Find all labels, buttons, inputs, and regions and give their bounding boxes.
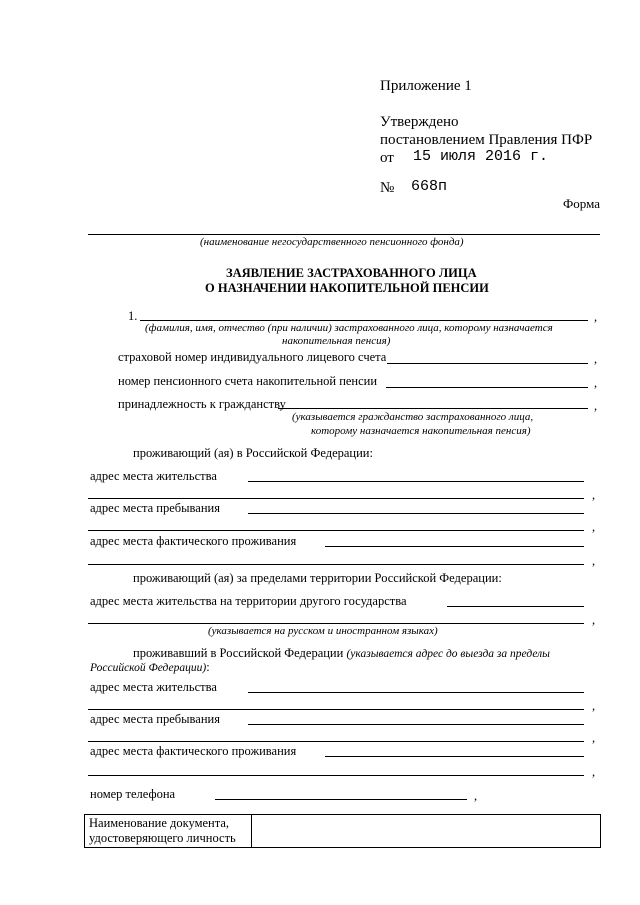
name-caption-1: (фамилия, имя, отчество (при наличии) застрахованного лица, которому назначается — [145, 322, 553, 334]
citizenship-label: принадлежность к гражданству — [118, 397, 286, 411]
residence-line-1[interactable] — [248, 481, 584, 482]
foreign-address-line-2[interactable] — [88, 623, 584, 624]
comma: , — [474, 789, 478, 803]
comma: , — [594, 310, 598, 324]
residence-line-2[interactable] — [88, 498, 584, 499]
phone-label: номер телефона — [90, 787, 176, 801]
comma: , — [592, 765, 596, 779]
resided-heading-colon: : — [206, 660, 210, 674]
resided-heading-note-2: Российской Федерации) — [90, 662, 207, 674]
snils-line[interactable] — [387, 363, 588, 364]
resolution-number: 668п — [411, 178, 448, 195]
resided-stay-label: адрес места пребывания — [90, 712, 220, 726]
stay-label: адрес места пребывания — [90, 501, 220, 515]
form-label: Форма — [563, 196, 600, 211]
comma: , — [592, 488, 596, 502]
resided-stay-line-1[interactable] — [248, 724, 584, 725]
id-document-line-2: удостоверяющего личность — [89, 831, 236, 845]
appendix-label: Приложение 1 — [380, 78, 472, 94]
resided-actual-line-1[interactable] — [325, 756, 584, 757]
fund-name-line[interactable] — [88, 234, 600, 235]
account-label: номер пенсионного счета накопительной пенсии — [118, 374, 378, 388]
residence-label: адрес места жительства — [90, 469, 217, 483]
comma: , — [592, 554, 596, 568]
resided-heading-text: проживавший в Российской Федерации — [133, 646, 344, 660]
residing-rf-heading: проживающий (ая) в Российской Федерации: — [133, 446, 373, 460]
resided-heading-line-2 — [90, 660, 210, 675]
actual-residence-line-2[interactable] — [88, 564, 584, 565]
number-sign: № — [380, 180, 395, 196]
resided-residence-label: адрес места жительства — [90, 680, 217, 694]
resolution-label: постановлением Правления ПФР — [380, 132, 593, 148]
name-caption-2: накопительная пенсия) — [282, 335, 391, 347]
resided-rf-heading — [133, 646, 550, 661]
comma: , — [592, 613, 596, 627]
citizenship-line[interactable] — [278, 408, 588, 409]
title-line-1: ЗАЯВЛЕНИЕ ЗАСТРАХОВАННОГО ЛИЦА — [226, 266, 477, 280]
resided-actual-label: адрес места фактического проживания — [90, 744, 297, 758]
fund-caption: (наименование негосударственного пенсионного фонда) — [200, 236, 464, 248]
account-line[interactable] — [386, 387, 588, 388]
stay-line-1[interactable] — [248, 513, 584, 514]
title-line-2: О НАЗНАЧЕНИИ НАКОПИТЕЛЬНОЙ ПЕНСИИ — [205, 281, 489, 295]
actual-residence-line-1[interactable] — [325, 546, 584, 547]
comma: , — [594, 376, 598, 390]
phone-line[interactable] — [215, 799, 467, 800]
resided-residence-line-2[interactable] — [88, 709, 584, 710]
comma: , — [592, 699, 596, 713]
approved-label: Утверждено — [380, 114, 459, 130]
stay-line-2[interactable] — [88, 530, 584, 531]
full-name-line[interactable] — [140, 320, 588, 321]
language-caption: (указывается на русском и иностранном языках) — [208, 625, 438, 637]
section-number: 1. — [128, 309, 138, 323]
resided-actual-line-2[interactable] — [88, 775, 584, 776]
residing-abroad-heading: проживающий (ая) за пределами территории Российской Федерации: — [133, 571, 502, 585]
id-document-label-cell — [84, 814, 252, 848]
resided-residence-line-1[interactable] — [248, 692, 584, 693]
actual-residence-label: адрес места фактического проживания — [90, 534, 297, 548]
comma: , — [594, 352, 598, 366]
id-document-value-cell[interactable] — [251, 814, 601, 848]
approval-date: 15 июля 2016 г. — [413, 148, 549, 165]
snils-label: страховой номер индивидуального лицевого счета — [118, 350, 387, 364]
resided-heading-note: (указывается адрес до выезда за пределы — [346, 648, 550, 660]
comma: , — [592, 731, 596, 745]
from-label: от — [380, 150, 394, 166]
resided-stay-line-2[interactable] — [88, 741, 584, 742]
comma: , — [592, 520, 596, 534]
foreign-address-line-1[interactable] — [447, 606, 584, 607]
citizenship-caption-2: которому назначается накопительная пенсия) — [311, 425, 531, 437]
comma: , — [594, 399, 598, 413]
foreign-address-label: адрес места жительства на территории другого государства — [90, 594, 407, 608]
id-document-line-1: Наименование документа, — [89, 816, 230, 830]
citizenship-caption-1: (указывается гражданство застрахованного лица, — [292, 411, 534, 423]
